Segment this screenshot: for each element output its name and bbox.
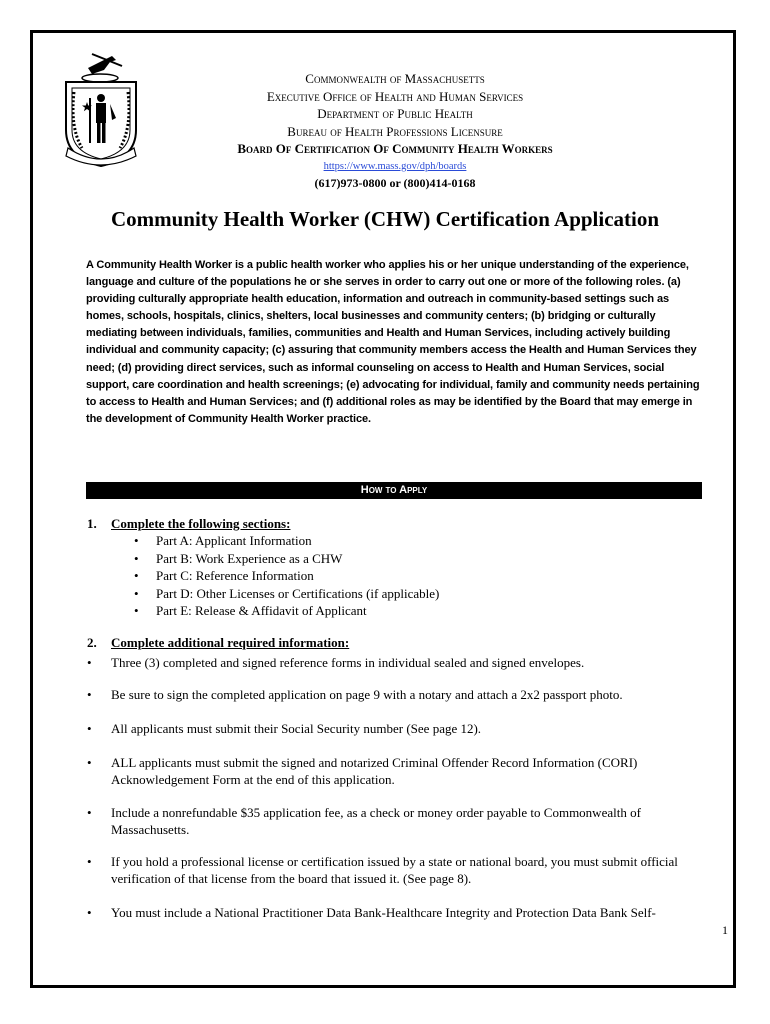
- letterhead-board: Board Of Certification Of Community Health Workers: [237, 141, 553, 156]
- letterhead: [150, 70, 640, 193]
- list-item: • Part A: Applicant Information: [134, 532, 439, 550]
- letterhead-phone: (617)973-0800 or (800)414-0168: [314, 176, 476, 190]
- board-website-link[interactable]: https://www.mass.gov/dph/boards: [323, 160, 467, 172]
- letterhead-department: Department of Public Health: [317, 106, 473, 121]
- requirement-text: Include a nonrefundable $35 application fee, as a check or money order payable to Commonwealth of Massachusetts.: [111, 805, 641, 837]
- list-item: • Part E: Release & Affidavit of Applicant: [134, 602, 439, 620]
- section-2-label: Complete additional required information:: [111, 635, 350, 650]
- letterhead-commonwealth: Commonwealth of Massachusetts: [305, 71, 485, 86]
- requirement-item: • ALL applicants must submit the signed and notarized Criminal Offender Record Information (CORI) Acknowledgement Form at the end of this application.: [87, 754, 697, 788]
- page-number: 1: [722, 923, 728, 937]
- requirement-item: • If you hold a professional license or certification issued by a state or national board, you must submit official verification of that license from the board that issued it. (See page 8).: [87, 853, 697, 887]
- intro-paragraph: A Community Health Worker is a public health worker who applies his or her unique understanding of the experience, language and culture of the populations he or she serves in order to carry out one or more of the following roles. (a) providing culturally appropriate health education, information and outreach in community-based settings such as homes, schools, hospitals, clinics, shelters, local businesses and community centers; (b) bridging or culturally mediating between individuals, families, communities and Health and Human Services, including actively building individual and community capacity; (c) assuring that community members access the Health and Human Services they need; (d) providing direct services, such as informal counseling on access to Health and Human Services, social support, care coordination and health screenings; (e) advocating for individual, family and community needs pertaining to access to Health and Human Services; and (f) additional roles as may be identified by the Board that may emerge in the development of Community Health Worker practice.: [86, 259, 700, 425]
- requirement-item: • Include a nonrefundable $35 application fee, as a check or money order payable to Commonwealth of Massachusetts.: [87, 804, 697, 838]
- requirement-item: • You must include a National Practitioner Data Bank-Healthcare Integrity and Protection Data Bank Self-: [87, 904, 697, 921]
- how-to-apply-heading: How to Apply: [86, 482, 702, 499]
- requirement-item: • Three (3) completed and signed reference forms in individual sealed and signed envelopes.: [87, 654, 697, 671]
- requirement-text: If you hold a professional license or certification issued by a state or national board, you must submit official verification of that license from the board that issued it. (See page 8).: [111, 854, 678, 886]
- list-item: • Part C: Reference Information: [134, 567, 439, 585]
- letterhead-executive-office: Executive Office of Health and Human Services: [266, 88, 524, 104]
- section-1-label: Complete the following sections:: [111, 516, 291, 531]
- section-1-heading: [87, 516, 290, 532]
- list-item: • Part B: Work Experience as a CHW: [134, 550, 439, 568]
- requirement-text: You must include a National Practitioner Data Bank-Healthcare Integrity and Protection Data Bank Self-: [111, 905, 656, 920]
- requirement-text: Be sure to sign the completed application on page 9 with a notary and attach a 2x2 passport photo.: [111, 687, 623, 702]
- requirement-text: Three (3) completed and signed reference forms in individual sealed and signed envelopes.: [111, 655, 585, 670]
- section-2-heading: [87, 635, 349, 651]
- massachusetts-seal-icon: [52, 48, 150, 170]
- requirement-text: All applicants must submit their Social Security number (See page 12).: [111, 721, 482, 736]
- section-1-parts-list: [134, 532, 439, 620]
- section-2-number: 2.: [87, 635, 97, 650]
- letterhead-bureau: Bureau of Health Professions Licensure: [287, 123, 503, 139]
- section-1-number: 1.: [87, 516, 97, 531]
- requirement-item: • Be sure to sign the completed application on page 9 with a notary and attach a 2x2 passport photo.: [87, 686, 697, 703]
- document-title: Community Health Worker (CHW) Certification Application: [110, 207, 660, 231]
- requirement-text: ALL applicants must submit the signed and notarized Criminal Offender Record Information (CORI) Acknowledgement Form at the end of this application.: [111, 755, 638, 787]
- list-item: • Part D: Other Licenses or Certifications (if applicable): [134, 585, 439, 603]
- requirement-item: • All applicants must submit their Social Security number (See page 12).: [87, 720, 697, 737]
